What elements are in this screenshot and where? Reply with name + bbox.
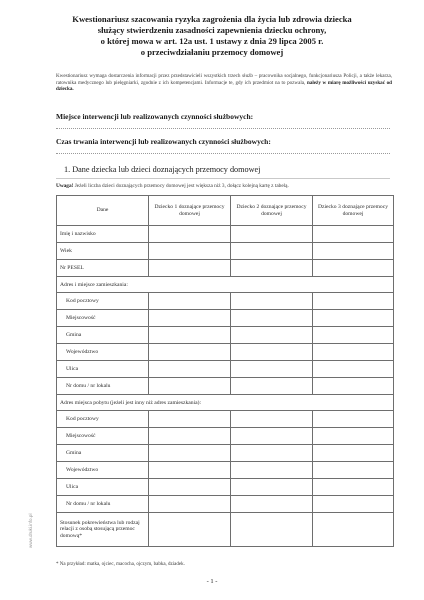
table-cell[interactable] xyxy=(149,378,231,395)
table-header-row xyxy=(57,196,394,226)
table-row xyxy=(57,226,394,243)
table-cell[interactable] xyxy=(149,361,231,378)
table-cell[interactable] xyxy=(313,243,394,260)
table-cell[interactable] xyxy=(149,513,231,547)
note-text: Jeżeli liczba dzieci doznających przemocy domowej jest większa niż 3, dołącz kolejną kartę z tabelą. xyxy=(74,183,289,189)
table-cell[interactable] xyxy=(231,310,313,327)
table-cell[interactable] xyxy=(149,344,231,361)
column-header: Dziecko 1 doznające przemocy domowej xyxy=(149,196,231,226)
field-label-location: Miejsce interwencji lub realizowanych czynności służbowych: xyxy=(56,112,254,121)
table-cell[interactable] xyxy=(149,428,231,445)
row-label: Kod pocztowy xyxy=(57,293,149,310)
table-row xyxy=(57,378,394,395)
row-label: Nr domu / nr lokalu xyxy=(57,378,149,395)
table-cell[interactable] xyxy=(231,243,313,260)
row-label: Województwo xyxy=(57,344,149,361)
table-row xyxy=(57,327,394,344)
title-line-1: Kwestionariusz szacowania ryzyka zagrożenia dla życia lub zdrowia dziecka xyxy=(72,14,352,24)
table-cell[interactable] xyxy=(149,226,231,243)
intro-paragraph xyxy=(56,73,392,93)
table-cell[interactable] xyxy=(149,462,231,479)
title-line-3: o której mowa w art. 12a ust. 1 ustawy z dnia 29 lipca 2005 r. xyxy=(100,36,324,46)
table-cell[interactable] xyxy=(313,479,394,496)
table-cell[interactable] xyxy=(231,260,313,277)
table-cell[interactable] xyxy=(313,378,394,395)
section-heading: 1. Dane dziecka lub dzieci doznających przemocy domowej xyxy=(64,165,261,174)
dotted-line[interactable] xyxy=(56,128,390,129)
note-bold: Uwaga! xyxy=(56,183,74,189)
table-cell[interactable] xyxy=(149,310,231,327)
row-label: Wiek xyxy=(57,243,149,260)
table-cell[interactable] xyxy=(231,445,313,462)
table-cell[interactable] xyxy=(231,361,313,378)
table-row xyxy=(57,361,394,378)
table-cell[interactable] xyxy=(149,293,231,310)
table-cell[interactable] xyxy=(231,293,313,310)
table-cell[interactable] xyxy=(149,243,231,260)
table-cell[interactable] xyxy=(313,445,394,462)
table-row xyxy=(57,293,394,310)
row-label: Nr PESEL xyxy=(57,260,149,277)
stay-address-section-label: Adres miejsca pobytu (jeżeli jest inny niż adres zamieszkania): xyxy=(57,395,394,411)
row-label: Kod pocztowy xyxy=(57,411,149,428)
table-cell[interactable] xyxy=(313,513,394,547)
table-cell[interactable] xyxy=(313,327,394,344)
intro-bold-text: należy w miarę możliwości uzyskać od dziecka. xyxy=(56,79,393,93)
column-header: Dane xyxy=(57,196,149,226)
column-header: Dziecko 2 doznające przemocy domowej xyxy=(231,196,313,226)
table-cell[interactable] xyxy=(231,428,313,445)
row-label: Ulica xyxy=(57,479,149,496)
table-row xyxy=(57,513,394,547)
footnote: * Na przykład: matka, ojciec, macocha, ojczym, babka, dziadek. xyxy=(56,562,185,567)
table-row xyxy=(57,310,394,327)
table-cell[interactable] xyxy=(313,361,394,378)
row-label: Gmina xyxy=(57,327,149,344)
table-row xyxy=(57,260,394,277)
table-cell[interactable] xyxy=(149,496,231,513)
row-label: Nr domu / nr lokalu xyxy=(57,496,149,513)
table-cell[interactable] xyxy=(231,344,313,361)
side-watermark: www.druki.info.pl xyxy=(28,513,33,548)
table-cell[interactable] xyxy=(313,226,394,243)
table-row xyxy=(57,277,394,293)
section-divider xyxy=(56,178,390,179)
table-cell[interactable] xyxy=(231,411,313,428)
note xyxy=(56,183,289,189)
table-row xyxy=(57,344,394,361)
row-label: Stosunek pokrewieństwa lub rodzaj relacji z osobą stosującą przemoc domową* xyxy=(57,513,149,547)
table-row xyxy=(57,395,394,411)
table-cell[interactable] xyxy=(149,445,231,462)
table-cell[interactable] xyxy=(231,513,313,547)
table-row xyxy=(57,428,394,445)
address-section-label: Adres i miejsce zamieszkania: xyxy=(57,277,394,293)
document-title xyxy=(40,14,384,58)
table-cell[interactable] xyxy=(313,411,394,428)
table-cell[interactable] xyxy=(313,428,394,445)
row-label: Gmina xyxy=(57,445,149,462)
table-cell[interactable] xyxy=(231,327,313,344)
table-row xyxy=(57,462,394,479)
row-label: Miejscowość xyxy=(57,428,149,445)
row-label: Województwo xyxy=(57,462,149,479)
table-row xyxy=(57,243,394,260)
table-cell[interactable] xyxy=(149,479,231,496)
table-cell[interactable] xyxy=(231,462,313,479)
table-cell[interactable] xyxy=(149,327,231,344)
table-cell[interactable] xyxy=(313,462,394,479)
intro-text: Kwestionariusz wymaga dostarczenia informacji przez przedstawicieli wszystkich trzech służb – pracownika socjalnego, funkcjonariusza Policji, a także lekarza, ratownika medycznego lub pielęgniarki, zgodnie z ich kompetencjami. Informacje te, gdy ich przedmiot na to pozwala, xyxy=(56,73,392,86)
row-label: Miejscowość xyxy=(57,310,149,327)
table-cell[interactable] xyxy=(313,293,394,310)
children-data-table xyxy=(56,195,394,547)
table-cell[interactable] xyxy=(231,496,313,513)
dotted-line[interactable] xyxy=(56,153,390,154)
table-cell[interactable] xyxy=(231,479,313,496)
table-cell[interactable] xyxy=(231,226,313,243)
table-cell[interactable] xyxy=(313,496,394,513)
table-cell[interactable] xyxy=(231,378,313,395)
table-row xyxy=(57,411,394,428)
table-row xyxy=(57,496,394,513)
table-cell[interactable] xyxy=(313,344,394,361)
table-cell[interactable] xyxy=(313,260,394,277)
title-line-2: służący stwierdzeniu zasadności zapewnienia dziecku ochrony, xyxy=(97,25,327,35)
row-label: Imię i nazwisko xyxy=(57,226,149,243)
title-line-4: o przeciwdziałaniu przemocy domowej xyxy=(140,47,284,57)
table-cell[interactable] xyxy=(149,411,231,428)
table-cell[interactable] xyxy=(149,260,231,277)
field-label-duration: Czas trwania interwencji lub realizowanych czynności służbowych: xyxy=(56,137,271,146)
table-row xyxy=(57,445,394,462)
column-header: Dziecko 3 doznające przemocy domowej xyxy=(313,196,394,226)
page-number: - 1 - xyxy=(206,578,218,585)
table-cell[interactable] xyxy=(313,310,394,327)
table-row xyxy=(57,479,394,496)
row-label: Ulica xyxy=(57,361,149,378)
